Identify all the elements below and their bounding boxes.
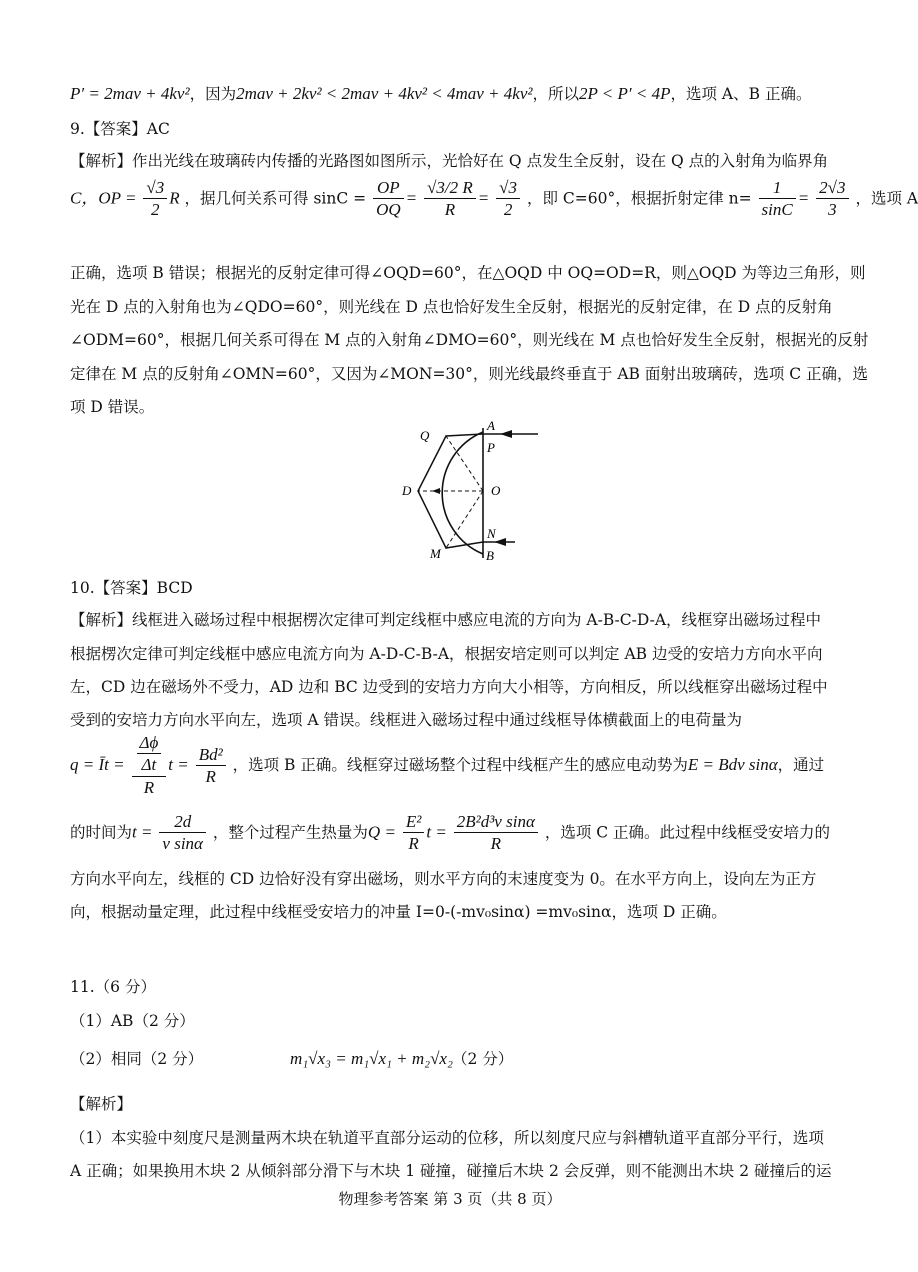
label-d: D bbox=[402, 483, 412, 498]
eq-c60: ，即 C=60°，根据折射定律 n= bbox=[526, 189, 752, 208]
label-p: P bbox=[487, 440, 495, 455]
q10-time-heat-line bbox=[70, 812, 840, 855]
r-symbol: R bbox=[169, 188, 180, 208]
q11-line1: （1）本实验中刻度尺是测量两木块在轨道平直部分运动的位移，所以刻度尺应与斜槽轨道平直部分平行，选项 bbox=[70, 1129, 824, 1147]
label-n: N bbox=[487, 526, 496, 541]
arrow-out bbox=[494, 538, 506, 546]
optics-diagram bbox=[390, 418, 550, 568]
t-mid: ，整个过程产生热量为 bbox=[212, 823, 368, 842]
q9-analysis-line: 【解析】作出光线在玻璃砖内传播的光路图如图所示，光恰好在 Q 点发生全反射，设在 Q 点的入射角为临界角 bbox=[70, 152, 829, 170]
heat-lhs: Q = bbox=[367, 822, 396, 842]
part2-score: （2 分） bbox=[452, 1050, 514, 1068]
q-text: ，选项 B 正确。线框穿过磁场整个过程中线框产生的感应电动势为 bbox=[232, 756, 688, 774]
fraction-2sqrt3-3: $\frac{2√3}{3}$ bbox=[816, 178, 848, 221]
label-q: Q bbox=[420, 428, 430, 443]
text: ，因为 bbox=[189, 85, 237, 103]
fraction-bd2-r: $\frac{\text{Bd²}}{R}$ bbox=[196, 745, 226, 788]
q-lhs: q = Īt = bbox=[70, 755, 125, 774]
fraction-ratio: $\frac{√3/2 R}{R}$ bbox=[424, 178, 476, 221]
formula-result: 2P < P′ < 4P bbox=[578, 84, 671, 103]
text: ，选项 A、B 正确。 bbox=[670, 85, 812, 103]
semicircle-arc bbox=[442, 432, 483, 554]
eq-prefix: C，OP = bbox=[70, 188, 137, 208]
t-equals: t = bbox=[168, 755, 189, 774]
q11-title: 11.（6 分） bbox=[70, 978, 156, 996]
fraction-e2-r: $\frac{\text{E²}}{R}$ bbox=[403, 812, 424, 855]
q9-line4: 光在 D 点的入射角也为∠QDO=60°，则光线在 D 点也恰好发生全反射，根据光的反射定律，在 D 点的反射角 bbox=[70, 298, 833, 316]
equals: = bbox=[477, 188, 490, 208]
dashed-om bbox=[446, 491, 483, 548]
t-lhs: t = bbox=[132, 822, 153, 842]
q10-line8: 向，根据动量定理，此过程中线框受安培力的冲量 I=0-(-mv₀sinα) =mv₀sinα，选项 D 正确。 bbox=[70, 903, 727, 921]
part2-formula: m₁√x₃ = m₁√x₁ + m₂√x₂ bbox=[290, 1049, 453, 1068]
q9-answer: 9.【答案】AC bbox=[70, 120, 170, 138]
q10-answer: 10.【答案】BCD bbox=[70, 579, 193, 597]
arrow-in bbox=[500, 430, 512, 438]
label-m: M bbox=[430, 546, 441, 561]
formula-p-prime: P′ = 2mav + 4kv² bbox=[70, 84, 190, 103]
opening-line bbox=[70, 83, 840, 105]
eq-mid: ，据几何关系可得 sinC = bbox=[184, 189, 367, 208]
heat-t: t = bbox=[426, 822, 447, 842]
fraction-op: $\frac{√3}{2}$ bbox=[143, 178, 167, 221]
fraction-sqrt3-2: $\frac{√3}{2}$ bbox=[496, 178, 520, 221]
fraction-1-sinc: $\frac{1}{\sin C}$ bbox=[759, 178, 796, 221]
q9-line3: 正确，选项 B 错误；根据光的反射定律可得∠OQD=60°，在△OQD 中 OQ=OD=R，则△OQD 为等边三角形，则 bbox=[70, 264, 866, 282]
equals: = bbox=[797, 188, 810, 208]
t-tail: ，选项 C 正确。此过程中线框受安培力的 bbox=[544, 823, 831, 842]
q9-equation-line bbox=[70, 178, 918, 221]
fraction-heat: $\frac{\text{2B²d³v sinα}}{R}$ bbox=[454, 812, 538, 855]
label-a: A bbox=[487, 418, 495, 433]
fraction-op-oq: $\frac{OP}{OQ}$ bbox=[373, 178, 404, 221]
emf-formula: E = Bdv sinα bbox=[687, 755, 778, 774]
q-tail: ，通过 bbox=[777, 756, 825, 774]
q9-line7: 项 D 错误。 bbox=[70, 398, 155, 416]
fraction-2d-vsin: $\frac{2d}{\text{v sinα}}$ bbox=[159, 812, 206, 855]
q10-line7: 方向水平向左，线框的 CD 边恰好没有穿出磁场，则水平方向的末速度变为 0。在水平方向上，设向左为正方 bbox=[70, 870, 817, 888]
label-b: B bbox=[486, 548, 494, 563]
fraction-dphi-dt-r: $\frac{\frac{\Delta\phi}{\Delta t}}{R}$ bbox=[132, 733, 167, 799]
q11-part1: （1）AB（2 分） bbox=[70, 1012, 195, 1030]
q9-line6: 定律在 M 点的反射角∠OMN=60°，又因为∠MON=30°，则光线最终垂直于 AB 面射出玻璃砖，选项 C 正确，选 bbox=[70, 365, 869, 383]
q10-line4: 受到的安培力方向水平向左，选项 A 错误。线框进入磁场过程中通过线框导体横截面上的电荷量为 bbox=[70, 711, 743, 729]
t-prefix: 的时间为 bbox=[70, 823, 133, 842]
q11-jiexi: 【解析】 bbox=[70, 1095, 133, 1113]
formula-inequality: 2mav + 2kv² < 2mav + 4kv² < 4mav + 4kv² bbox=[236, 84, 533, 103]
label-o: O bbox=[491, 483, 501, 498]
equals: = bbox=[405, 188, 418, 208]
q11-line2: A 正确；如果换用木块 2 从倾斜部分滑下与木块 1 碰撞，碰撞后木块 2 会反弹，则不能测出木块 2 碰撞后的运 bbox=[70, 1162, 832, 1180]
q10-charge-equation bbox=[70, 733, 840, 799]
arrow-do bbox=[432, 488, 440, 494]
q10-line1: 【解析】线框进入磁场过程中根据楞次定律可判定线框中感应电流的方向为 A-B-C-D-A，线框穿出磁场过程中 bbox=[70, 611, 822, 629]
q10-line2: 根据楞次定律可判定线框中感应电流方向为 A-D-C-B-A，根据安培定则可以判定 AB 边受的安培力方向水平向 bbox=[70, 645, 823, 663]
eq-end: ，选项 A bbox=[855, 189, 918, 208]
part2-label: （2）相同（2 分） bbox=[70, 1050, 204, 1068]
page-footer: 物理参考答案 第 3 页（共 8 页） bbox=[338, 1190, 562, 1208]
q10-line3: 左，CD 边在磁场外不受力，AD 边和 BC 边受到的安培力方向大小相等，方向相反，所以线框穿出磁场过程中 bbox=[70, 678, 828, 696]
q9-line5: ∠ODM=60°，根据几何关系可得在 M 点的入射角∠DMO=60°，则光线在 M 点也恰好发生全反射，根据光的反射 bbox=[70, 331, 869, 349]
text: ，所以 bbox=[532, 85, 579, 103]
q11-part2 bbox=[70, 1048, 840, 1070]
